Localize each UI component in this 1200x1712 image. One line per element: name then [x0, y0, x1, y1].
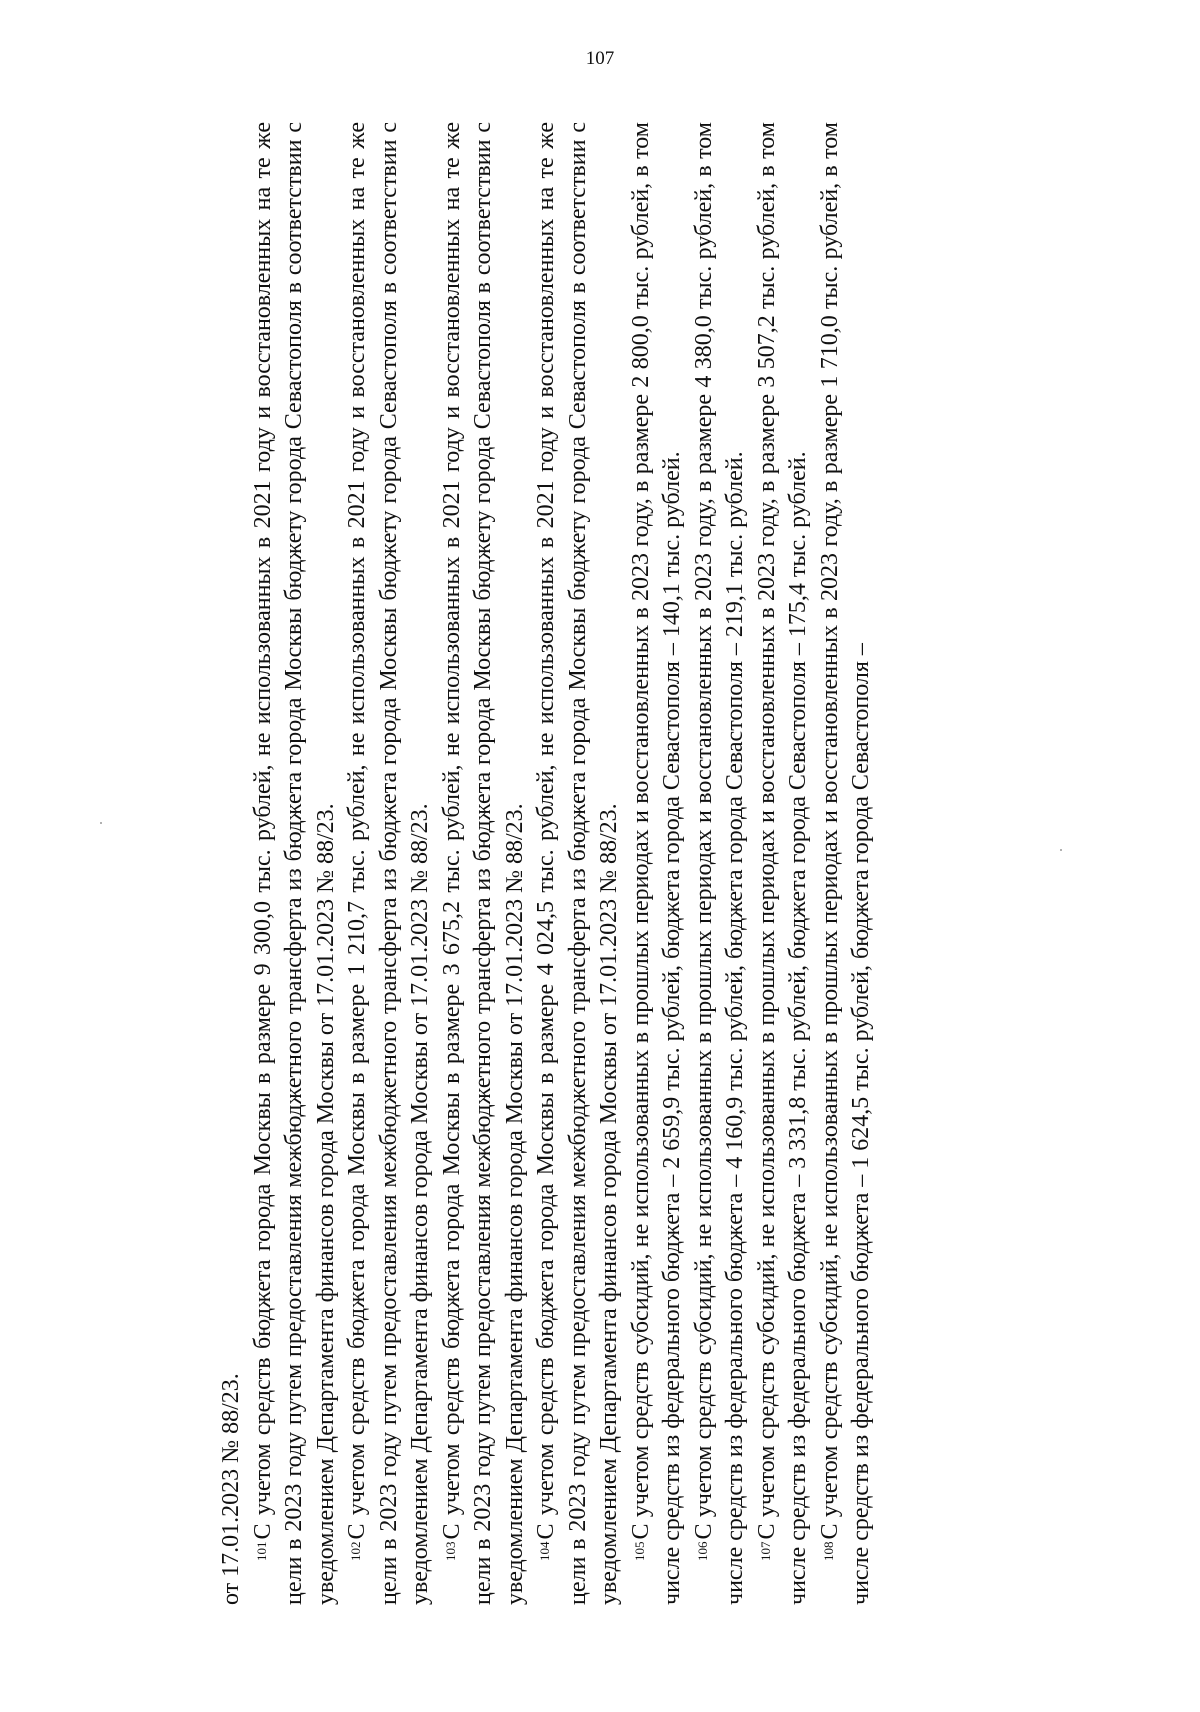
document-body [216, 100, 878, 1605]
footnote-106 [689, 122, 752, 1605]
footnote-text: С учетом средств субсидий, не использованных в прошлых периодах и восстановленных в 2023 году, в размере 4 380,0 тыс. рублей, в том числе средств из федерального бюджета – 4 160,9 тыс. рублей, бюджета города Севастополя – 219,1 тыс. рублей. [690, 122, 748, 1605]
footnote-text: С учетом средств субсидий, не использованных в прошлых периодах и восстановленных в 2023 году, в размере 2 800,0 тыс. рублей, в том числе средств из федерального бюджета – 2 659,9 тыс. рублей, бюджета города Севастополя – 140,1 тыс. рублей. [627, 122, 685, 1605]
footnote-text: С учетом средств бюджета города Москвы в размере 9 300,0 тыс. рублей, не использованных в 2021 году и восстановленных на те же цели в 2023 году путем предоставления межбюджетного трансферта из бюджета города Москвы бюджету города Севастополя в соответствии с уведомлением Департамента финансов города Москвы от 17.01.2023 № 88/23. [249, 122, 339, 1605]
footnote-text: С учетом средств бюджета города Москвы в размере 1 210,7 тыс. рублей, не использованных в 2021 году и восстановленных на те же цели в 2023 году путем предоставления межбюджетного трансферта из бюджета города Москвы бюджету города Севастополя в соответствии с уведомлением Департамента финансов города Москвы от 17.01.2023 № 88/23. [344, 122, 433, 1605]
page-number: 107 [585, 48, 615, 69]
rotated-text-block [216, 100, 1116, 1605]
footnote-103 [437, 122, 532, 1605]
footnote-text: С учетом средств бюджета города Москвы в размере 4 024,5 тыс. рублей, не использованных в 2021 году и восстановленных на те же цели в 2023 году путем предоставления межбюджетного трансферта из бюджета города Москвы бюджету города Севастополя в соответствии с уведомлением Департамента финансов города Москвы от 17.01.2023 № 88/23. [533, 122, 622, 1605]
footnote-number: 105 [631, 1541, 647, 1561]
footnote-number: 108 [820, 1541, 836, 1561]
footnote-text: С учетом средств субсидий, не использованных в прошлых периодах и восстановленных в 2023 году, в размере 1 710,0 тыс. рублей, в том числе средств из федерального бюджета – 1 624,5 тыс. рублей, бюджета города Севастополя – [816, 122, 874, 1605]
footnote-101 [248, 122, 343, 1605]
footnote-number: 104 [537, 1541, 552, 1561]
scan-speck [100, 822, 102, 824]
footnote-number: 106 [694, 1541, 710, 1561]
footnote-number: 102 [348, 1541, 363, 1561]
footnote-108 [815, 122, 878, 1605]
footnote-number: 107 [757, 1541, 773, 1561]
footnote-105 [626, 122, 689, 1605]
footnote-number: 103 [442, 1541, 458, 1561]
footnote-text: С учетом средств бюджета города Москвы в размере 3 675,2 тыс. рублей, не использованных в 2021 году и восстановленных на те же цели в 2023 году путем предоставления межбюджетного трансферта из бюджета города Москвы бюджету города Севастополя в соответствии с уведомлением Департамента финансов города Москвы от 17.01.2023 № 88/23. [438, 122, 528, 1605]
intro-line: от 17.01.2023 № 88/23. [218, 1373, 244, 1605]
footnote-number: 101 [253, 1541, 269, 1561]
footnote-102 [342, 122, 437, 1605]
footnote-104 [531, 122, 626, 1605]
footnote-text: С учетом средств субсидий, не использованных в прошлых периодах и восстановленных в 2023 году, в размере 3 507,2 тыс. рублей, в том числе средств из федерального бюджета – 3 331,8 тыс. рублей, бюджета города Севастополя – 175,4 тыс. рублей. [753, 122, 811, 1605]
footnote-107 [752, 122, 815, 1605]
